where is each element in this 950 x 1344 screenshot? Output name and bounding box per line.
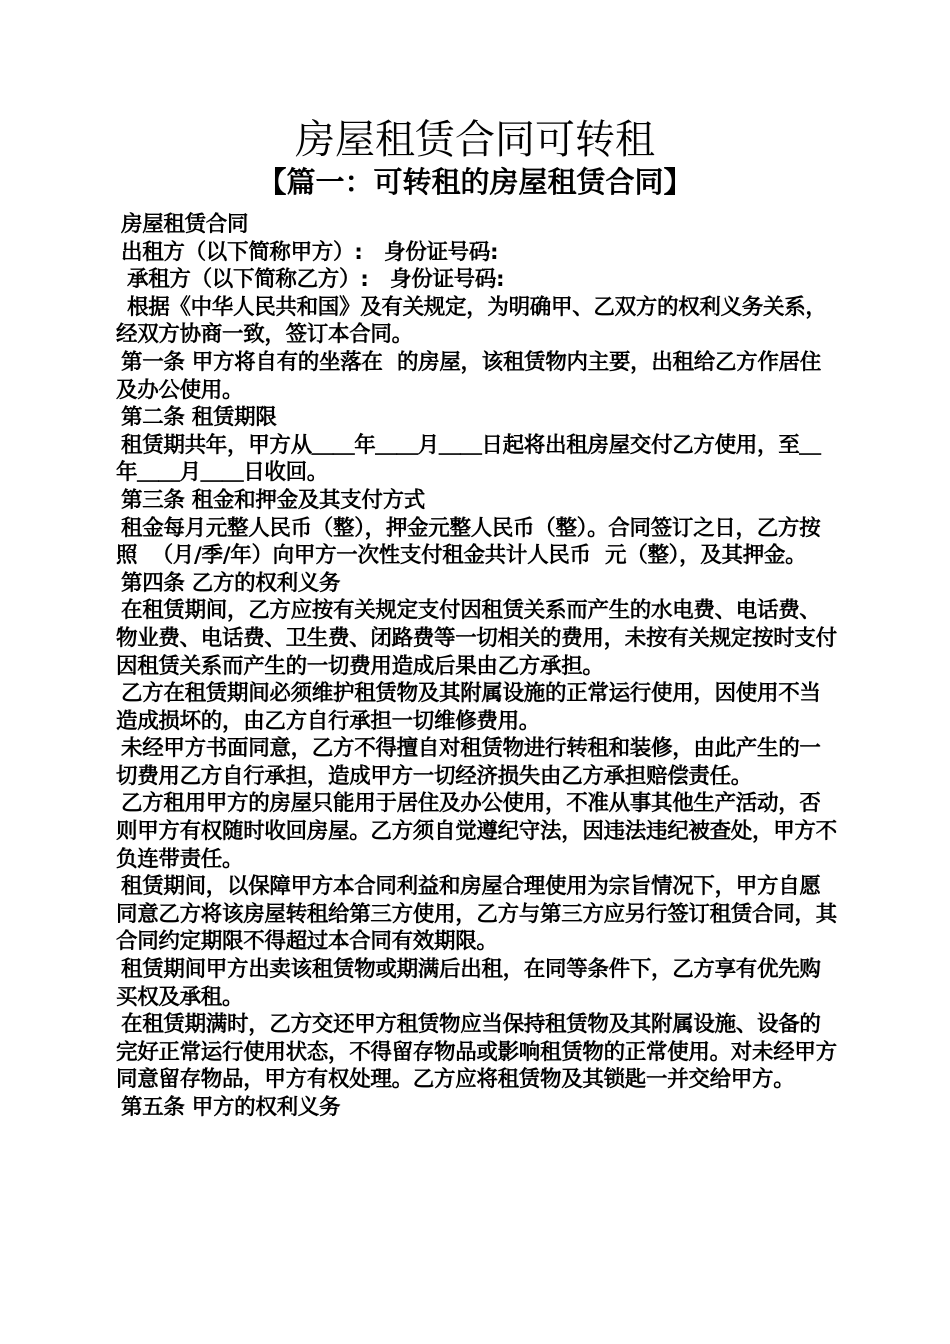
return-property-paragraph: 在租赁期满时，乙方交还甲方租赁物应当保持租赁物及其附属设施、设备的完好正常运行使用状态，不得留存物品或影响租赁物的正常使用。对未经甲方同意留存物品，甲方有权处理。乙方应将租赁物及其锁匙一并交给甲方。: [116, 1012, 837, 1093]
article-4-heading: 第四条 乙方的权利义务: [121, 570, 341, 596]
preamble-paragraph: 根据《中华人民共和国》及有关规定，为明确甲、乙双方的权利义务关系，经双方协商一致，签订本合同。: [116, 294, 827, 348]
preemptive-right-paragraph: 租赁期间甲方出卖该租赁物或期满后出租，在同等条件下，乙方享有优先购买权及承租。: [116, 957, 821, 1010]
sublease-permission-paragraph: 租赁期间，以保障甲方本合同利益和房屋合理使用为宗旨情况下，甲方自愿同意乙方将该房屋转租给第三方使用，乙方与第三方应另行签订租赁合同，其合同约定期限不得超过本合同有效期限。: [116, 874, 837, 955]
rent-deposit-paragraph: 租金每月元整人民币（整），押金元整人民币（整）。合同签订之日，乙方按照 （月/季/年）向甲方一次性支付租金共计人民币 元（整），及其押金。: [116, 515, 821, 569]
article-1-paragraph: 第一条 甲方将自有的坐落在 的房屋，该租赁物内主要，出租给乙方作居住及办公使用。: [116, 349, 821, 403]
article-2-heading: 第二条 租赁期限: [121, 405, 277, 431]
article-3-heading: 第三条 租金和押金及其支付方式: [121, 487, 425, 513]
lessee-line: 承租方（以下简称乙方）: 身份证号码:: [127, 267, 505, 293]
lease-term-paragraph: 租赁期共年，甲方从＿＿年＿＿月＿＿日起将出租房屋交付乙方使用，至＿年＿＿月＿＿日收回。: [116, 432, 821, 486]
document-subtitle: 【篇一：可转租的房屋租赁合同】: [257, 165, 693, 199]
document-title: 房屋租赁合同可转租: [295, 117, 655, 163]
lessor-line: 出租方（以下简称甲方）: 身份证号码:: [121, 239, 499, 265]
usage-restriction-paragraph: 乙方租用甲方的房屋只能用于居住及办公使用，不准从事其他生产活动，否则甲方有权随时收回房屋。乙方须自觉遵纪守法，因违法违纪被查处，甲方不负连带责任。: [116, 791, 837, 872]
contract-body: [116, 211, 840, 1122]
contract-heading: 房屋租赁合同: [121, 212, 249, 237]
lessee-maintenance-paragraph: 乙方在租赁期间必须维护租赁物及其附属设施的正常运行使用，因使用不当造成损坏的，由乙方自行承担一切维修费用。: [116, 681, 821, 734]
sublease-consent-paragraph: 未经甲方书面同意，乙方不得擅自对租赁物进行转租和装修，由此产生的一切费用乙方自行承担，造成甲方一切经济损失由乙方承担赔偿责任。: [116, 736, 821, 789]
lessee-fees-paragraph: 在租赁期间，乙方应按有关规定支付因租赁关系而产生的水电费、电话费、物业费、电话费、卫生费、闭路费等一切相关的费用，未按有关规定按时支付因租赁关系而产生的一切费用造成后果由乙方承担。: [116, 598, 837, 679]
article-5-heading: 第五条 甲方的权利义务: [121, 1095, 341, 1120]
